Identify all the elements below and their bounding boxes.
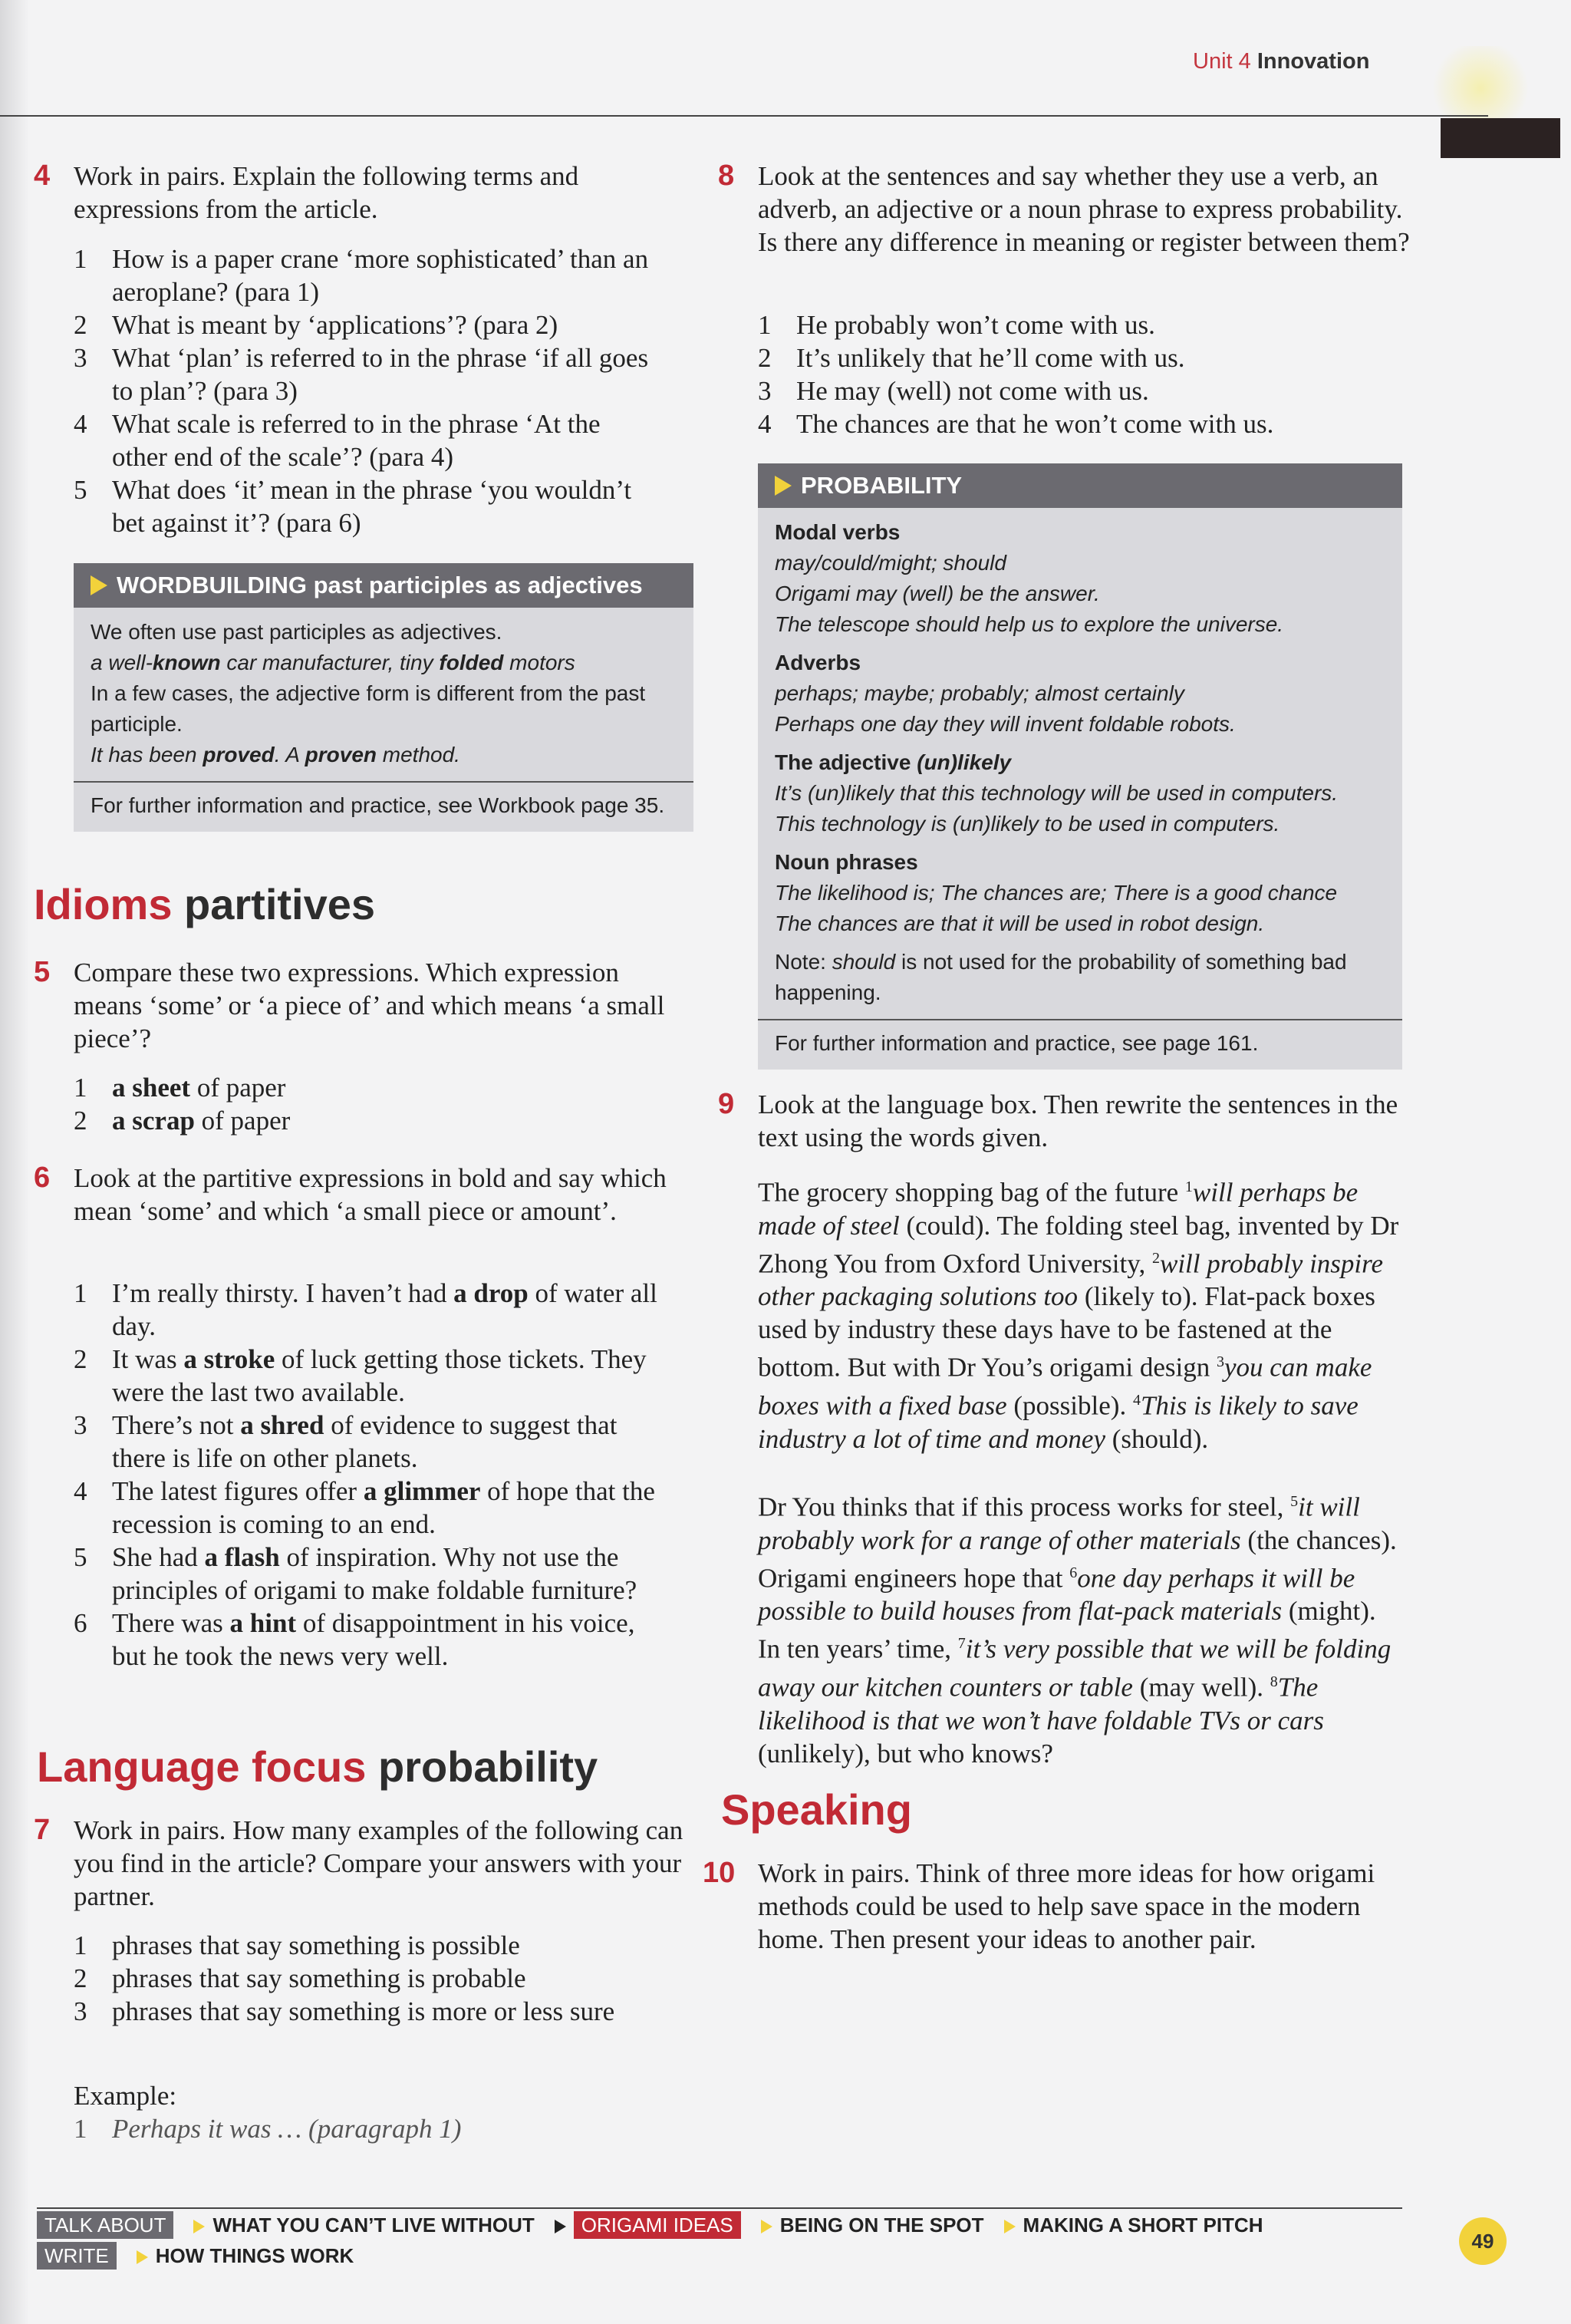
write-tag: WRITE [37,2242,117,2270]
list-item: 1 a sheet of paper [74,1073,286,1103]
exercise-number: 4 [34,160,51,192]
footer-link-origami-ideas[interactable]: ORIGAMI IDEAS [574,2211,741,2239]
paragraph-text: (likely to). Flat-pack boxes used by industry these days have to be fastened at the bottom. But with Dr You’s origami design [758,1281,1375,1383]
paragraph-text: Dr You thinks that if this process works for steel, [758,1492,1291,1522]
list-item: 1 phrases that say something is possible [74,1930,520,1960]
rewrite-paragraph-1 [758,1171,1402,1455]
probability-footnote: For further information and practice, see page 161. [758,1019,1402,1070]
exercise-7-list [74,1929,664,2028]
target-sentence: will probably inspire other packaging solutions too [758,1248,1383,1312]
probability-title: PROBABILITY [758,463,1402,508]
arrow-icon [137,2250,148,2264]
paragraph-text: (should). [1105,1423,1209,1454]
item-number: 1 [1184,1178,1193,1195]
target-sentence: you can make boxes with a fixed base [758,1352,1372,1421]
list-item: 3 He may (well) not come with us. [758,376,1149,406]
example-item: 1 Perhaps it was … (paragraph 1) [74,2114,462,2144]
exercise-instructions: Work in pairs. Explain the following terms and expressions from the article. [74,161,579,224]
item-number: 4 [1132,1391,1141,1409]
arrow-icon [91,575,107,595]
list-item: 3 What ‘plan’ is referred to in the phrase ‘if all goes to plan’? (para 3) [74,343,649,406]
talk-about-tag: TALK ABOUT [37,2211,173,2239]
exercise-7: 7 Work in pairs. How many examples of the following can you find in the article? Compare your answers with your partner. [34,1814,683,1911]
exercise-6: 6 Look at the partitive expressions in bold and say which mean ‘some’ and which ‘a small piece or amount’. [34,1162,667,1226]
list-item: 2 It’s unlikely that he’ll come with us. [758,343,1185,373]
target-sentence: will perhaps be made of steel [758,1177,1359,1241]
list-item: 4 What scale is referred to in the phrase ‘At the other end of the scale’? (para 4) [74,409,601,472]
paragraph-text: (might). In ten years’ time, [758,1596,1376,1664]
target-sentence: This is likely to save industry a lot of time and money [758,1390,1359,1454]
section-heading-language-focus: Language focus probability [37,1742,598,1791]
paragraph-text: (the chances). Origami engineers hope that [758,1525,1397,1594]
arrow-icon [761,2220,772,2233]
list-item: 4 The latest figures offer a glimmer of hope that the recession is coming to an end. [74,1476,655,1539]
example-label: Example: [74,2081,177,2111]
page-tab-marker [1441,118,1560,158]
probability-body: Modal verbs may/could/might; should Origami may (well) be the answer. The telescope should help us to explore the universe. Adverbs perhaps; maybe; probably; almost certainly Perhaps one day they will invent foldable robots. The adjective (un)likely It’s (un)likely that this technology will be used in computers. This technology is (un)likely to be used in computers. Noun phrases The likelihood is; The chances are; There is a good chance The chances are that it will be used in robot design. Note: should is not used for the probability of something bad happening. [775,520,1347,1004]
target-sentence: The likelihood is that we won’t have foldable TVs or cars [758,1672,1324,1736]
wordbuilding-box [74,563,693,832]
item-number: 2 [1151,1249,1160,1267]
arrow-icon [1004,2220,1016,2233]
wordbuilding-footnote: For further information and practice, see Workbook page 35. [74,781,693,832]
list-item: 3 There’s not a shred of evidence to suggest that there is life on other planets. [74,1410,618,1473]
list-item: 4 The chances are that he won’t come with us. [758,409,1274,439]
exercise-4 [34,160,687,226]
section-heading-speaking: Speaking [721,1785,912,1834]
target-sentence: it will probably work for a range of other materials [758,1492,1360,1555]
item-number: 5 [1290,1493,1299,1510]
list-item: 2 phrases that say something is probable [74,1963,526,1993]
exercise-5-list [74,1071,657,1137]
arrow-icon [775,476,792,496]
list-item: 1 How is a paper crane ‘more sophisticated’ than an aeroplane? (para 1) [74,244,649,307]
list-item: 5 She had a flash of inspiration. Why not use the principles of origami to make foldable furniture? [74,1542,637,1605]
exercise-10: 10 Work in pairs. Think of three more ideas for how origami methods could be used to help save space in the modern home. Then present your ideas to another pair. [703,1857,1375,1954]
wordbuilding-body: We often use past participles as adjectives. a well-known car manufacturer, tiny folded motors In a few cases, the adjective form is different from the past participle. It has been proved. A proven method. [91,620,646,766]
paragraph-text: (possible). [1006,1390,1133,1421]
paragraph-text: (unlikely), but who knows? [758,1738,1053,1769]
footer-rule [37,2207,1402,2209]
list-item: 2 a scrap of paper [74,1106,291,1136]
unit-header [1193,49,1369,74]
unit-number: Unit 4 [1193,49,1251,74]
target-sentence: it’s very possible that we will be folding away our kitchen counters or table [758,1633,1392,1703]
footer-link-short-pitch[interactable]: MAKING A SHORT PITCH [1023,2214,1263,2237]
list-item: 3 phrases that say something is more or less sure [74,1996,615,2026]
exercise-7-example [74,2079,664,2145]
probability-box [758,463,1402,1070]
arrow-icon [555,2220,566,2233]
paragraph-text: The grocery shopping bag of the future [758,1177,1185,1208]
list-item: 5 What does ‘it’ mean in the phrase ‘you wouldn’t bet against it’? (para 6) [74,475,632,538]
rewrite-paragraph-2 [758,1485,1402,1770]
list-item: 1 He probably won’t come with us. [758,310,1155,340]
target-sentence: one day perhaps it will be possible to build houses from flat-pack materials [758,1563,1355,1627]
unit-title: Innovation [1256,49,1370,74]
list-item: 2 What is meant by ‘applications’? (para 2) [74,310,558,340]
item-number: 6 [1069,1564,1078,1581]
exercise-6-list [74,1277,664,1673]
footer-link-how-things-work[interactable]: HOW THINGS WORK [155,2244,354,2267]
paragraph-text: (could). The folding steel bag, invented by Dr Zhong You from Oxford University, [758,1210,1399,1279]
wordbuilding-title: WORDBUILDING past participles as adjectives [74,563,693,608]
item-number: 8 [1270,1673,1278,1690]
list-item: 2 It was a stroke of luck getting those tickets. They were the last two available. [74,1344,647,1407]
item-number: 3 [1216,1353,1224,1371]
exercise-8-list [758,308,1387,440]
paragraph-text: (may well). [1132,1672,1270,1703]
footer-link-live-without[interactable]: WHAT YOU CAN’T LIVE WITHOUT [212,2214,535,2237]
item-number: 7 [957,1635,966,1653]
list-item: 1 I’m really thirsty. I haven’t had a drop of water all day. [74,1278,657,1341]
footer-nav [37,2210,1402,2271]
section-heading-idioms: Idioms partitives [34,880,376,928]
arrow-icon [193,2220,205,2233]
header-rule [0,115,1488,117]
exercise-9: 9 Look at the language box. Then rewrite the sentences in the text using the words given. [718,1088,1398,1152]
footer-link-on-the-spot[interactable]: BEING ON THE SPOT [779,2214,984,2237]
list-item: 6 There was a hint of disappointment in his voice, but he took the news very well. [74,1608,635,1671]
exercise-5: 5 Compare these two expressions. Which expression means ‘some’ or ‘a piece of’ and which means ‘a small piece’? [34,956,665,1053]
page-number: 49 [1459,2217,1507,2265]
exercise-4-list [74,242,657,539]
exercise-8: 8 Look at the sentences and say whether they use a verb, an adverb, an adjective or a noun phrase to express probability. Is there any difference in meaning or register between them? [718,160,1410,257]
page-edge-shadow [0,0,29,2324]
